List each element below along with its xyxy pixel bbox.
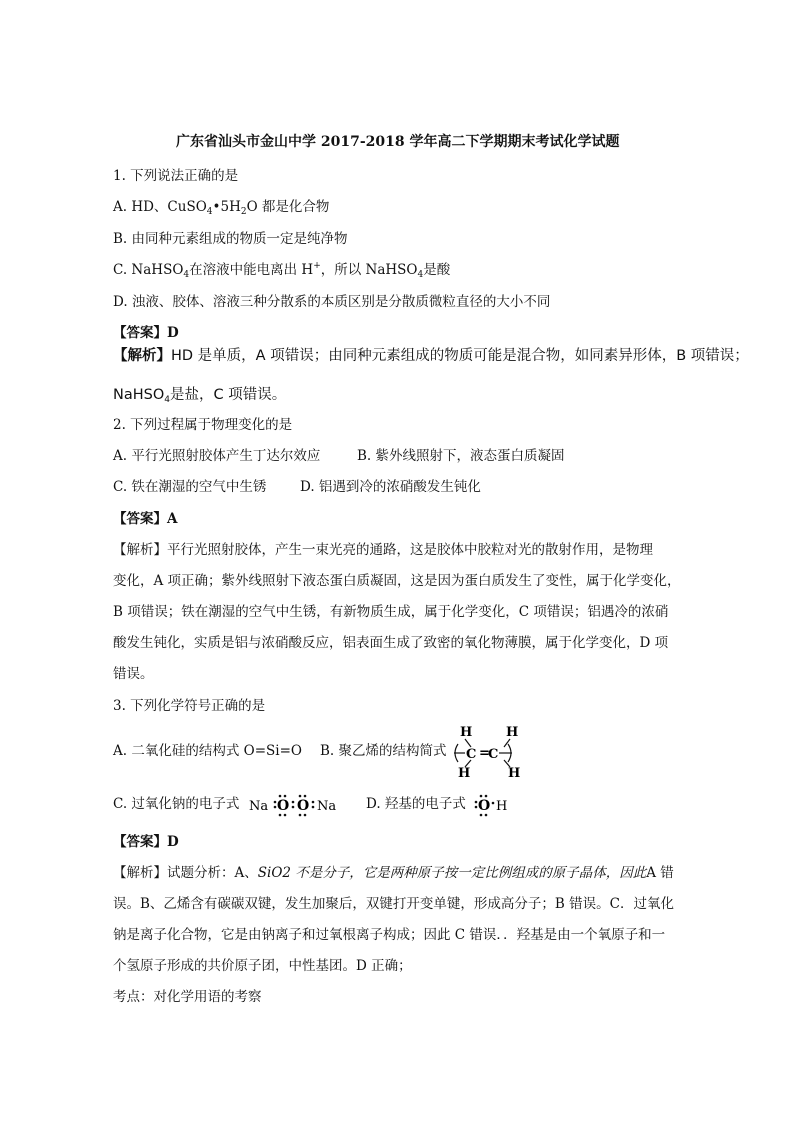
- question-2-explanation-line-4: 酸发生钝化，实质是铝与浓硝酸反应，铝表面生成了致密的氧化物薄膜，属于化学变化，D 项: [113, 635, 669, 651]
- formula-c: C: [466, 747, 477, 762]
- formula-h: H: [506, 725, 519, 740]
- polyethylene-structure-diagram: [450, 722, 530, 778]
- question-3-explanation-line-1: [113, 864, 674, 882]
- explanation-text: 是盐，C 项错误。: [170, 387, 287, 403]
- option-text: O 都是化合物: [246, 199, 330, 215]
- option-text: ，所以 NaHSO: [320, 262, 418, 278]
- question-2-explanation-line-2: 变化，A 项正确；紫外线照射下液态蛋白质凝固，这是因为蛋白质发生了变性，属于化学变化，: [113, 573, 681, 589]
- formula-na: Na: [249, 799, 269, 814]
- formula-o: O: [478, 798, 491, 814]
- sodium-peroxide-electron-formula: [247, 790, 339, 820]
- explanation-text-italic: SiO2 不是分子，它是两种原子按一定比例组成的原子晶体，因此: [257, 865, 647, 881]
- page-title: 广东省汕头市金山中学 2017-2018 学年高二下学期期末考试化学试题: [176, 134, 620, 150]
- question-2-explanation-line-3: B 项错误；铁在潮湿的空气中生锈，有新物质生成，属于化学变化，C 项错误；铝遇冷的浓硝: [113, 604, 669, 620]
- question-3-explanation-line-2: 误。B、乙烯含有碳碳双键，发生加聚后，双键打开变单键，形成高分子；B 错误。C．过氧化: [113, 896, 674, 912]
- question-3-explanation-line-4: 个氢原子形成的共价原子团，中性基团。D 正确；: [113, 958, 412, 974]
- question-2-option-c: C. 铁在潮湿的空气中生锈: [113, 479, 267, 495]
- explanation-text: 【解析】试题分析：A、: [113, 865, 258, 881]
- question-1-option-b: B. 由同种元素组成的物质一定是纯净物: [113, 231, 348, 247]
- formula-h: H: [508, 766, 521, 778]
- explanation-label: 【解析】: [113, 348, 171, 364]
- option-text: 在溶液中能电离出 H: [189, 262, 314, 278]
- question-2-option-d: D. 铝遇到冷的浓硝酸发生钝化: [300, 479, 481, 495]
- explanation-text: NaHSO: [113, 387, 165, 403]
- question-3-option-d: D. 羟基的电子式: [366, 796, 466, 812]
- formula-o: O: [277, 798, 290, 814]
- question-3-explanation-line-3: 钠是离子化合物，它是由钠离子和过氧根离子构成；因此 C 错误．．羟基是由一个氧原子和一: [113, 927, 666, 943]
- formula-o: O: [297, 798, 310, 814]
- question-1-answer: 【答案】D: [113, 325, 179, 341]
- superscript: +: [313, 261, 321, 271]
- question-2-explanation-line-5: 错误。: [113, 666, 154, 682]
- question-2-stem: 2. 下列过程属于物理变化的是: [113, 417, 293, 433]
- question-2-answer: 【答案】A: [113, 511, 178, 527]
- question-2-option-a: A. 平行光照射胶体产生丁达尔效应: [113, 448, 321, 464]
- hydroxyl-electron-formula: [472, 790, 512, 820]
- subscript: 4: [206, 207, 213, 217]
- subscript: 4: [183, 270, 190, 280]
- question-3-kaodian: 考点：对化学用语的考察: [113, 989, 262, 1005]
- question-3-option-b: B. 聚乙烯的结构简式: [320, 743, 447, 759]
- formula-na: Na: [317, 799, 337, 814]
- question-1-option-a: [113, 198, 329, 216]
- formula-h: H: [496, 799, 508, 814]
- question-2-explanation-line-1: 【解析】平行光照射胶体，产生一束光亮的通路，这是胶体中胶粒对光的散射作用，是物理: [113, 542, 653, 558]
- subscript: 4: [164, 395, 170, 405]
- option-text: •5H: [212, 199, 241, 215]
- question-1-explanation-line-2: [113, 386, 286, 404]
- formula-h: H: [460, 725, 473, 740]
- formula-h: H: [458, 766, 471, 778]
- question-1-stem: 1. 下列说法正确的是: [113, 168, 239, 184]
- question-3-stem: 3. 下列化学符号正确的是: [113, 698, 266, 714]
- explanation-text: A 错: [646, 865, 674, 881]
- option-text: 是酸: [423, 262, 451, 278]
- formula-c: C: [488, 747, 499, 762]
- question-3-option-c: C. 过氧化钠的电子式: [113, 796, 240, 812]
- subscript: 2: [240, 207, 247, 217]
- option-text: C. NaHSO: [113, 262, 184, 278]
- question-3-option-a: A. 二氧化硅的结构式 O=Si=O: [113, 743, 302, 759]
- question-1-option-d: D. 浊液、胶体、溶液三种分散系的本质区别是分散质微粒直径的大小不同: [113, 294, 551, 310]
- question-1-option-c: [113, 261, 450, 279]
- subscript: 4: [417, 270, 424, 280]
- question-2-option-b: B. 紫外线照射下，液态蛋白质凝固: [357, 448, 565, 464]
- formula-equals: =: [479, 746, 490, 761]
- question-3-answer: 【答案】D: [113, 834, 179, 850]
- explanation-text: HD 是单质，A 项错误；由同种元素组成的物质可能是混合物，如同素异形体，B 项错误；: [171, 348, 749, 364]
- question-1-explanation-line-1: [113, 347, 749, 365]
- option-text: A. HD、CuSO: [113, 199, 207, 215]
